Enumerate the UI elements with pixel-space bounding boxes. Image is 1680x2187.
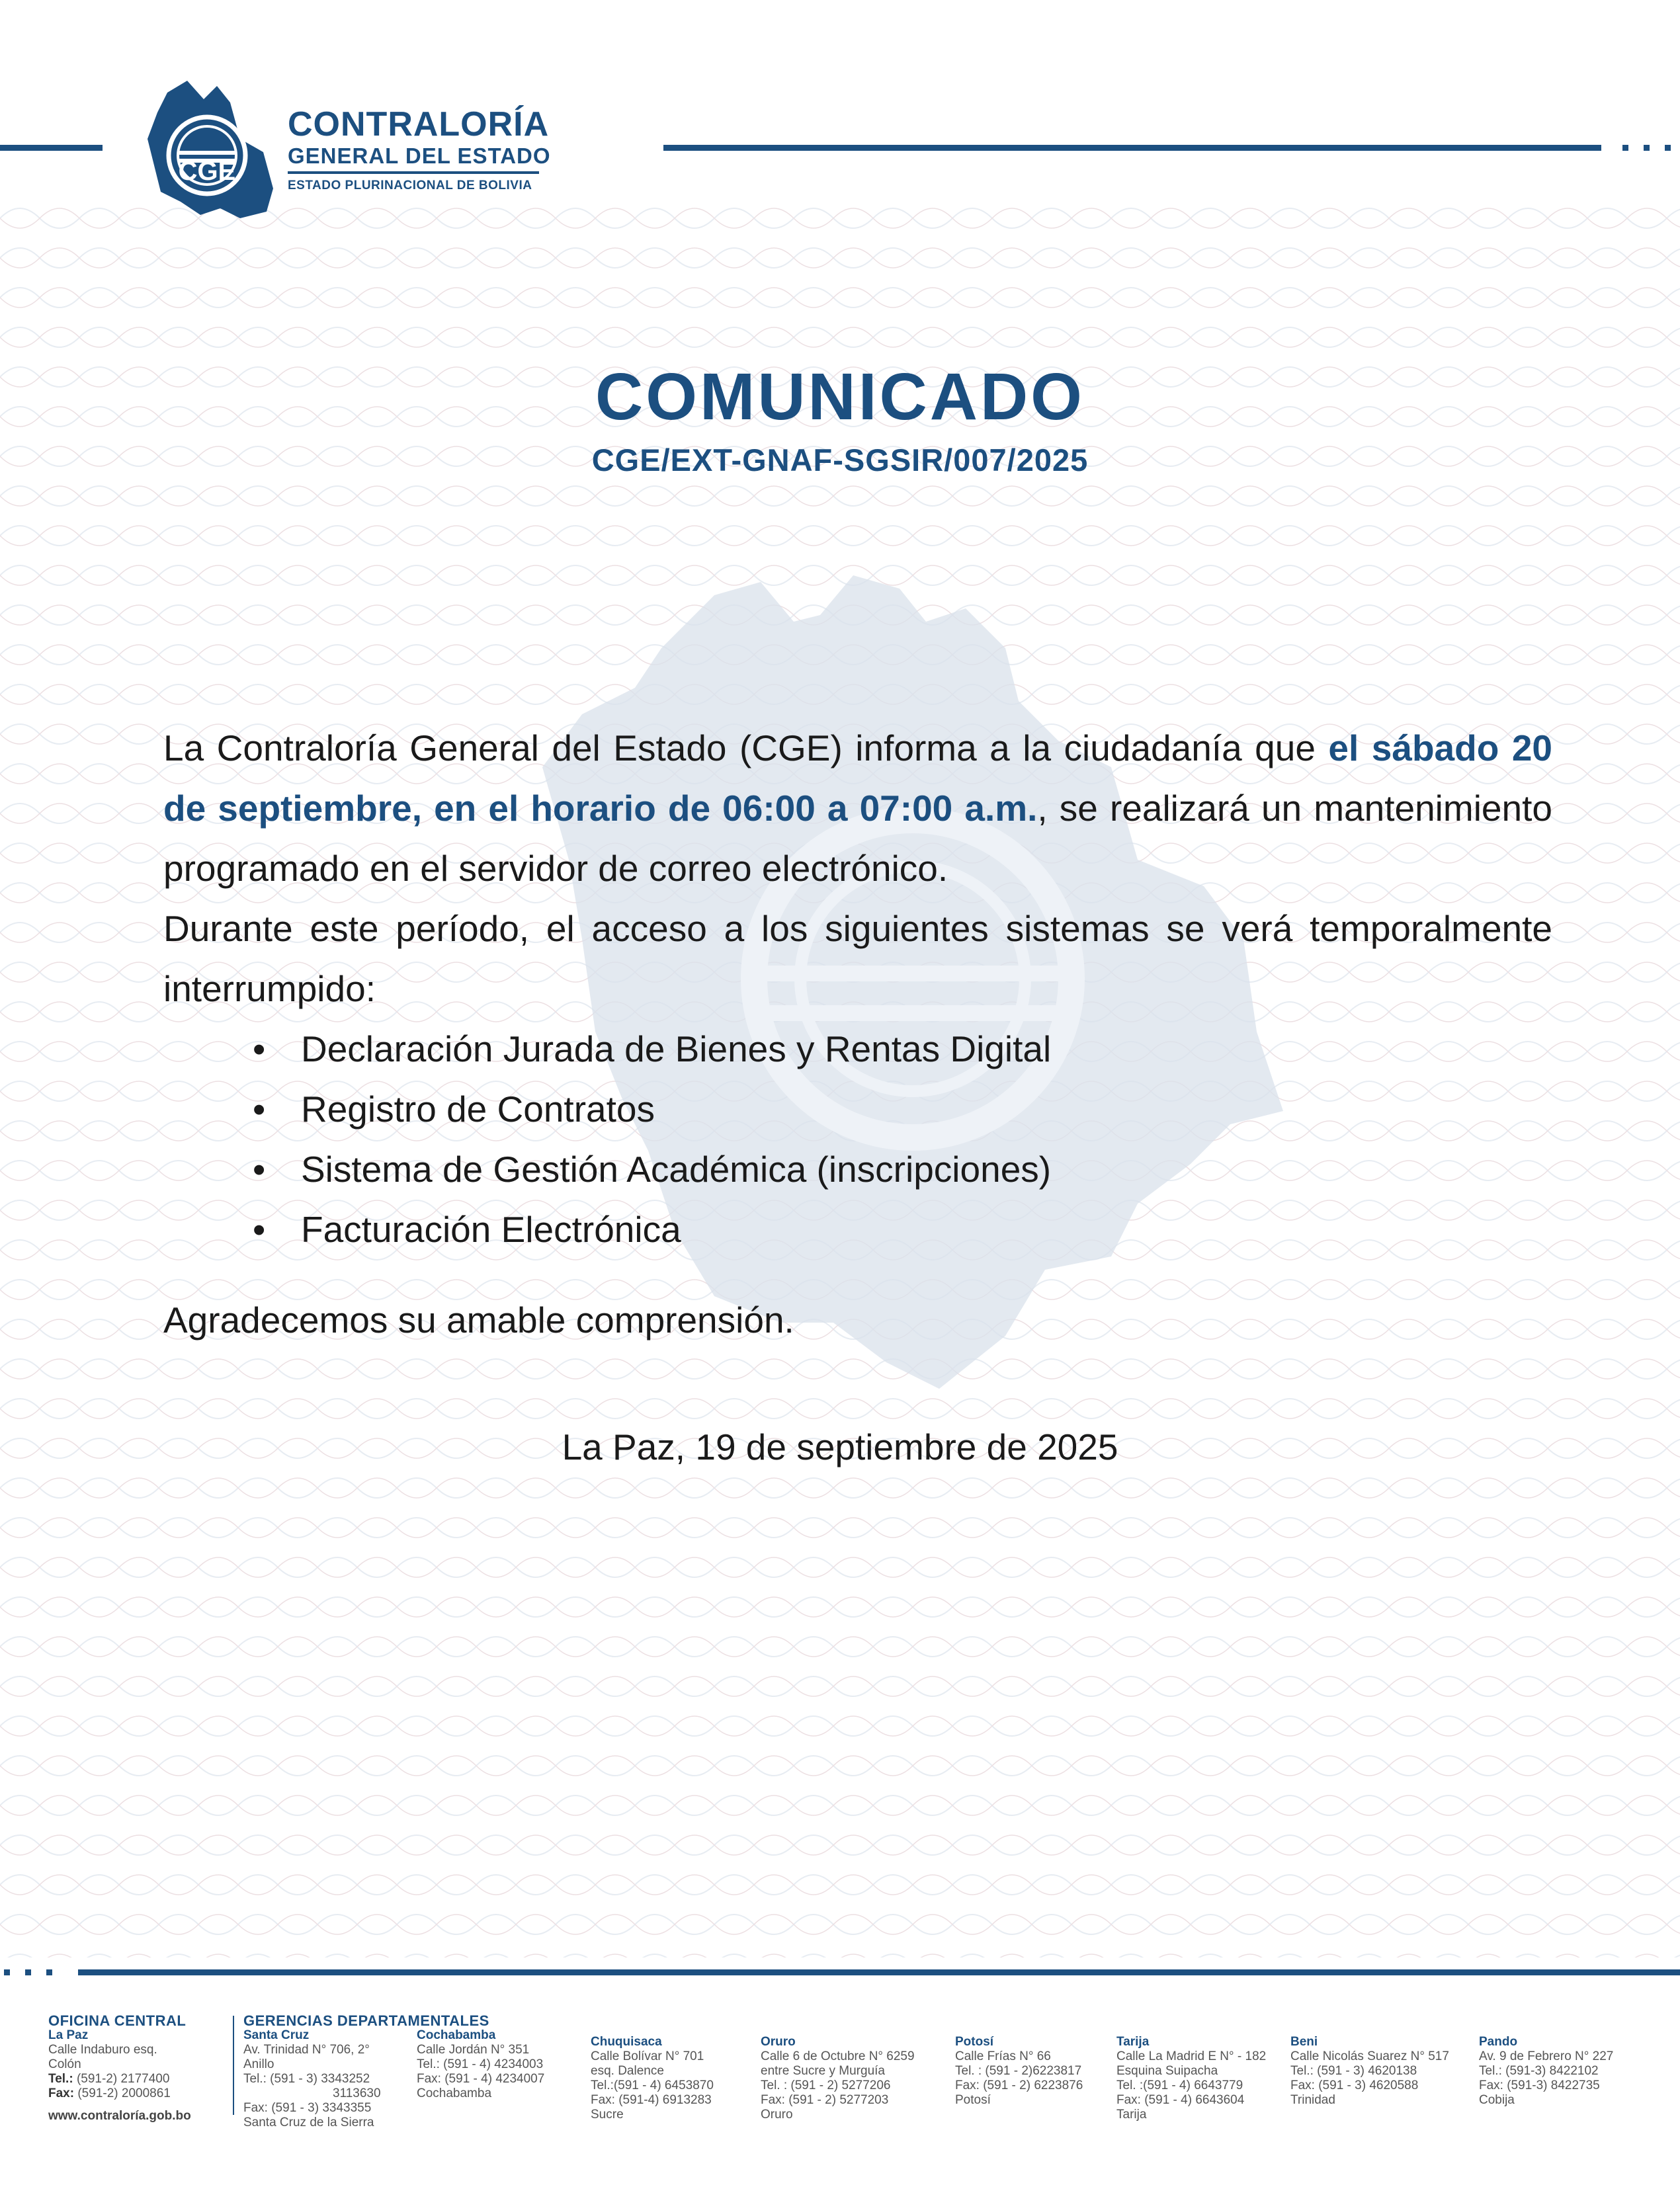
central-office-address: Calle Indaburo esq. — [48, 2043, 157, 2057]
list-item — [163, 1019, 1552, 1079]
office-line: Calle La Madrid E N° - 182 — [1116, 2049, 1267, 2063]
svg-text:CGE: CGE — [178, 157, 236, 186]
office-line: Fax: (591 - 4) 6643604 — [1116, 2093, 1245, 2107]
office-line: Tel. :(591 - 4) 6643779 — [1116, 2079, 1243, 2092]
office-line: Fax: (591 - 3) 3343355 — [243, 2101, 372, 2115]
list-item — [163, 1200, 1552, 1260]
office-line: Calle Jordán N° 351 — [417, 2043, 530, 2057]
office-city: Potosí — [955, 2035, 994, 2049]
office-oruro — [761, 2035, 915, 2122]
office-line: Fax: (591-4) 6913283 — [591, 2093, 712, 2107]
office-city: Santa Cruz — [243, 2028, 310, 2042]
logo-line-2: GENERAL DEL ESTADO — [288, 144, 551, 168]
system-name: Registro de Contratos — [301, 1089, 655, 1130]
office-line: Calle Frías N° 66 — [955, 2049, 1051, 2063]
document-body — [163, 718, 1552, 1350]
office-line: 3113630 — [333, 2086, 381, 2100]
cge-logo-emblem — [141, 73, 276, 225]
place-and-date: La Paz, 19 de septiembre de 2025 — [562, 1426, 1118, 1467]
central-office-heading: OFICINA CENTRAL — [48, 2012, 187, 2029]
office-line: Av. 9 de Febrero N° 227 — [1479, 2049, 1614, 2063]
office-cochabamba — [417, 2028, 544, 2101]
footer-rule — [78, 1969, 1680, 1975]
office-santa-cruz — [243, 2028, 381, 2130]
website-link[interactable]: www.contraloría.gob.bo — [48, 2109, 191, 2123]
office-line: Fax: (591 - 3) 4620588 — [1290, 2079, 1419, 2092]
central-office — [48, 2014, 191, 2124]
office-line: Tel.:(591 - 4) 6453870 — [591, 2079, 714, 2092]
office-line: Fax: (591 - 2) 5277203 — [761, 2093, 889, 2107]
office-line: Tel. : (591 - 2) 5277206 — [761, 2079, 891, 2092]
office-line: entre Sucre y Murguía — [761, 2064, 885, 2078]
office-line: Fax: (591 - 2) 6223876 — [955, 2079, 1083, 2092]
office-line: Tel.: (591-3) 8422102 — [1479, 2064, 1599, 2078]
office-line: Oruro — [761, 2108, 793, 2122]
office-line: Tel. : (591 - 2)6223817 — [955, 2064, 1082, 2078]
maintenance-schedule: el sábado 20 de septiembre, en el horario de 06:00 a 07:00 a.m. — [163, 727, 1552, 829]
office-line: Tel.: (591 - 3) 4620138 — [1290, 2064, 1417, 2078]
logo-line-1: CONTRALORÍA — [288, 105, 550, 144]
office-city: Beni — [1290, 2035, 1318, 2049]
footer-dot — [25, 1969, 31, 1975]
logo-divider — [288, 171, 539, 174]
header-rule-right — [663, 145, 1601, 151]
office-line: Calle 6 de Octubre N° 6259 — [761, 2049, 915, 2063]
office-line: Trinidad — [1290, 2093, 1335, 2107]
document-reference: CGE/EXT-GNAF-SGSIR/007/2025 — [591, 442, 1089, 477]
office-city: Oruro — [761, 2035, 796, 2049]
departmental-heading: GERENCIAS DEPARTAMENTALES — [243, 2012, 489, 2029]
office-line: Cochabamba — [417, 2086, 492, 2100]
office-chuquisaca — [591, 2035, 714, 2122]
system-name: Sistema de Gestión Académica (inscripciones) — [301, 1149, 1052, 1190]
office-line: Tarija — [1116, 2108, 1147, 2122]
office-line: esq. Dalence — [591, 2064, 664, 2078]
list-item — [163, 1139, 1552, 1200]
office-line: Av. Trinidad N° 706, 2° — [243, 2043, 370, 2057]
central-office-city: La Paz — [48, 2028, 89, 2042]
office-city: Pando — [1479, 2035, 1518, 2049]
affected-systems-list — [163, 1019, 1552, 1260]
footer-divider — [233, 2016, 234, 2115]
logo-line-3: ESTADO PLURINACIONAL DE BOLIVIA — [288, 179, 532, 192]
bullet-icon: • — [253, 1209, 266, 1250]
office-city: Chuquisaca — [591, 2035, 662, 2049]
office-line: Fax: (591 - 4) 4234007 — [417, 2072, 545, 2086]
footer-dot — [46, 1969, 52, 1975]
office-beni — [1290, 2035, 1449, 2108]
footer-dot — [4, 1969, 10, 1975]
central-office-tel: Tel.: (591-2) 2177400 — [48, 2072, 170, 2086]
intro-text-end: , se realizará un mantenimiento programado en el servidor de correo electrónico. — [163, 788, 1552, 889]
closing-line: Agradecemos su amable comprensión. — [163, 1300, 794, 1341]
affected-systems-intro: Durante este período, el acceso a los siguientes sistemas se verá temporalmente interrumpido: — [163, 908, 1552, 1009]
office-pando — [1479, 2035, 1613, 2108]
logo-wordmark — [288, 106, 551, 194]
header-rule-left — [0, 145, 103, 151]
office-line: Fax: (591-3) 8422735 — [1479, 2079, 1600, 2092]
header-dot — [1665, 145, 1671, 151]
system-name: Facturación Electrónica — [301, 1209, 681, 1250]
central-office-address: Colón — [48, 2057, 81, 2071]
bullet-icon: • — [253, 1028, 266, 1069]
central-office-fax: Fax: (591-2) 2000861 — [48, 2086, 171, 2100]
bullet-icon: • — [253, 1149, 266, 1190]
office-line: Cobija — [1479, 2093, 1515, 2107]
office-line: Anillo — [243, 2057, 274, 2071]
office-line: Calle Nicolás Suarez N° 517 — [1290, 2049, 1449, 2063]
office-city: Tarija — [1116, 2035, 1150, 2049]
office-line: Santa Cruz de la Sierra — [243, 2116, 374, 2129]
office-city: Cochabamba — [417, 2028, 496, 2042]
document-title: COMUNICADO — [595, 360, 1085, 434]
intro-paragraph — [163, 718, 1552, 899]
office-line: Potosí — [955, 2093, 991, 2107]
office-line: Tel.: (591 - 3) 3343252 — [243, 2072, 370, 2086]
office-line: Tel.: (591 - 4) 4234003 — [417, 2057, 544, 2071]
office-line: Sucre — [591, 2108, 624, 2122]
list-item — [163, 1079, 1552, 1139]
office-line: Calle Bolívar N° 701 — [591, 2049, 704, 2063]
system-name: Declaración Jurada de Bienes y Rentas Digital — [301, 1028, 1052, 1069]
intro-text: La Contraloría General del Estado (CGE) informa a la ciudadanía que — [163, 727, 1329, 768]
office-potosi — [955, 2035, 1083, 2108]
header-dot — [1622, 145, 1628, 151]
header-dot — [1644, 145, 1650, 151]
office-tarija — [1116, 2035, 1266, 2122]
bullet-icon: • — [253, 1089, 266, 1130]
office-line: Esquina Suipacha — [1116, 2064, 1218, 2078]
